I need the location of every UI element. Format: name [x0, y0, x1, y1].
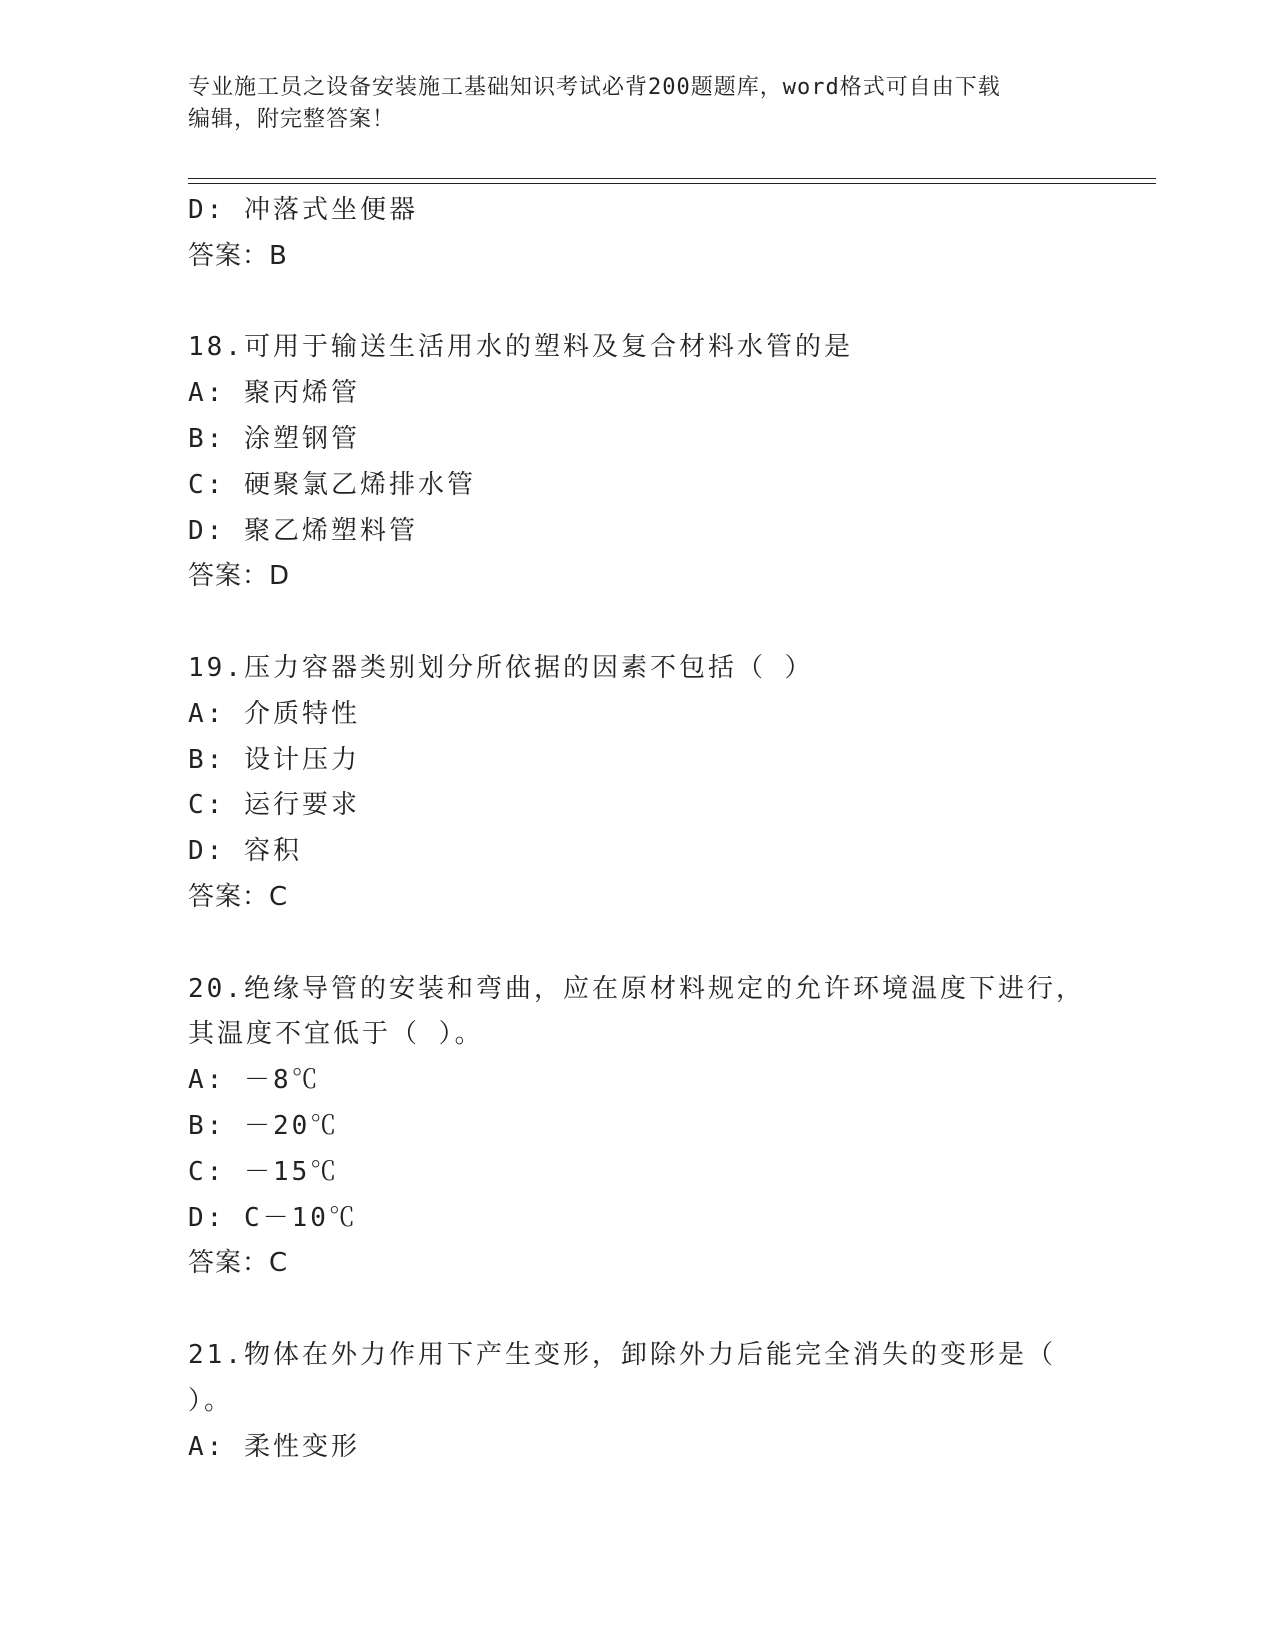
question-18-option-c: C: 硬聚氯乙烯排水管	[188, 469, 476, 500]
question-19-option-b: B: 设计压力	[188, 744, 360, 775]
question-20-option-c: C: －15℃	[188, 1156, 340, 1187]
question-18-text: 18.可用于输送生活用水的塑料及复合材料水管的是	[188, 332, 853, 363]
question-19-option-c: C: 运行要求	[188, 790, 360, 821]
spacer	[188, 921, 1088, 967]
question-20-text-line-1: 20.绝缘导管的安装和弯曲，应在原材料规定的允许环境温度下进行，	[188, 973, 1085, 1004]
question-18-option-a: A: 聚丙烯管	[188, 378, 360, 409]
question-20-option-b: B: －20℃	[188, 1110, 340, 1141]
spacer	[188, 280, 1088, 326]
question-20-option-a: A: －8℃	[188, 1065, 321, 1096]
question-19-text: 19.压力容器类别划分所依据的因素不包括（ ）	[188, 652, 814, 683]
option-d: D: 冲落式坐便器	[188, 195, 418, 225]
question-21-option-a: A: 柔性变形	[188, 1431, 360, 1462]
document-header	[188, 72, 1088, 136]
question-19-answer: 答案：C	[188, 881, 289, 912]
question-18-answer: 答案：D	[188, 561, 291, 592]
header-rule-bottom	[188, 183, 1156, 184]
header-rule-top	[188, 178, 1156, 179]
header-title-line-1: 专业施工员之设备安装施工基础知识考试必背200题题库，word格式可自由下载	[188, 75, 1001, 100]
question-19-option-a: A: 介质特性	[188, 698, 360, 729]
question-21-text-line-2: ）。	[188, 1385, 234, 1416]
header-title-line-2: 编辑，附完整答案！	[188, 107, 396, 132]
question-21-text-line-1: 21.物体在外力作用下产生变形，卸除外力后能完全消失的变形是（	[188, 1339, 1056, 1370]
question-20-text-line-2: 其温度不宜低于（ ）。	[188, 1019, 484, 1050]
answer-line: 答案：B	[188, 240, 288, 271]
spacer	[188, 600, 1088, 646]
question-18-option-b: B: 涂塑钢管	[188, 423, 360, 454]
question-19-option-d: D: 容积	[188, 836, 302, 867]
spacer	[188, 1287, 1088, 1333]
question-list	[188, 188, 1088, 1470]
question-18-option-d: D: 聚乙烯塑料管	[188, 515, 418, 546]
question-20-option-d: D: C－10℃	[188, 1202, 358, 1233]
question-20-answer: 答案：C	[188, 1248, 289, 1279]
